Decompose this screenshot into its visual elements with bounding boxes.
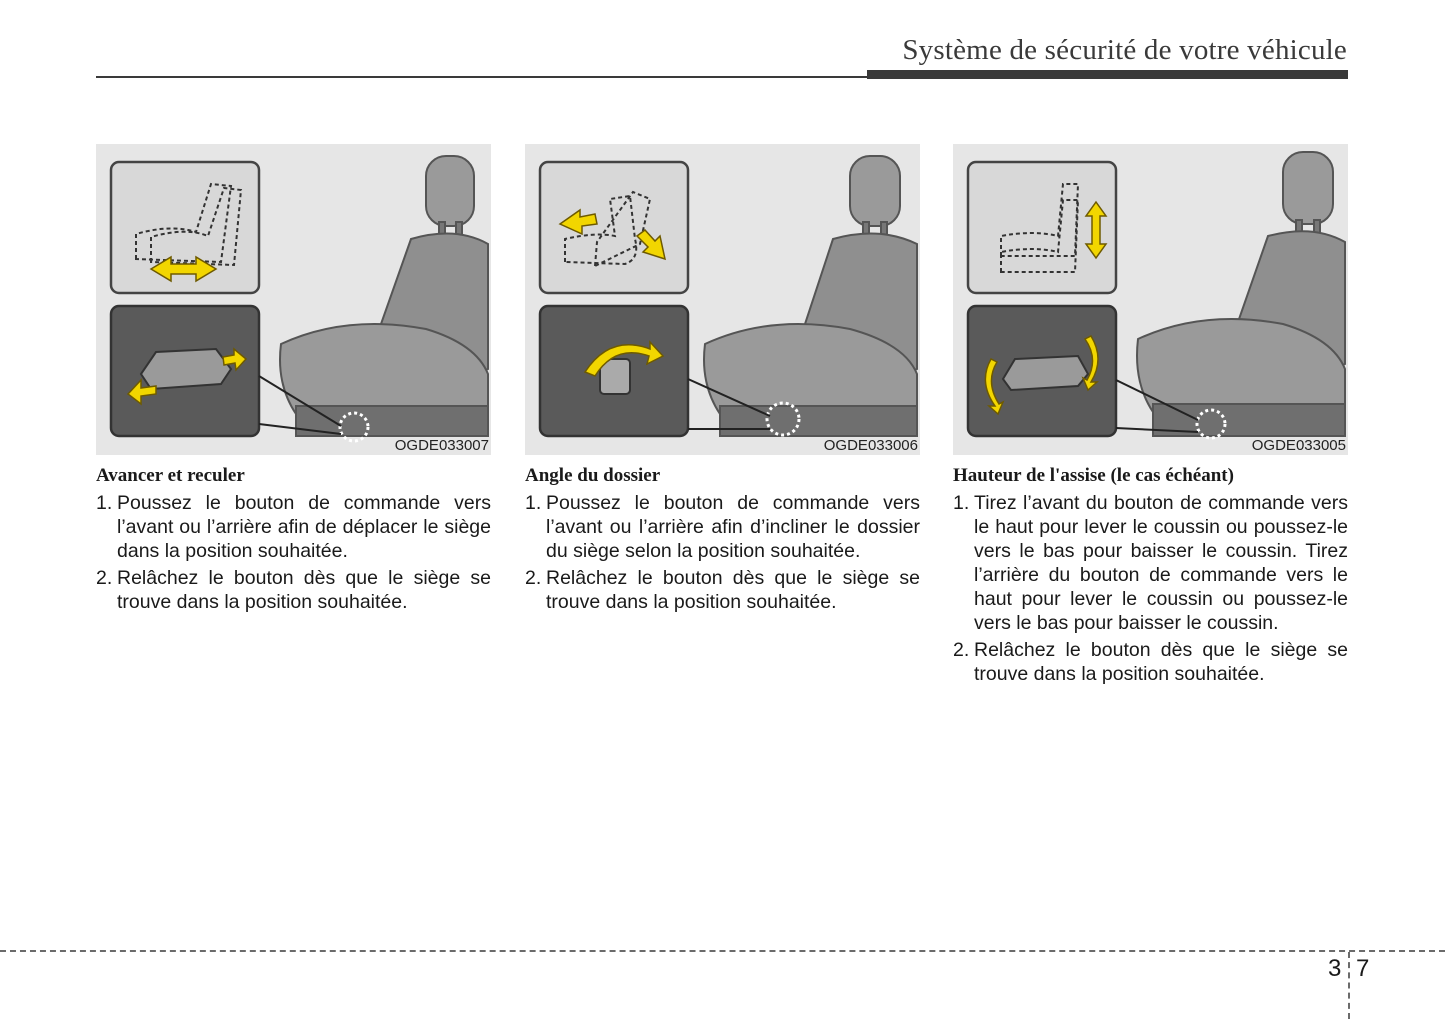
page-number-separator [1348, 952, 1350, 1019]
step-item [953, 491, 1348, 635]
section-backrest-angle [525, 144, 920, 617]
step-number: 1. [525, 492, 542, 514]
step-text: Relâchez le bouton dès que le siège se trouve dans la position souhaitée. [974, 639, 1348, 685]
step-text: Poussez le bouton de commande vers l’avant ou l’arrière afin d’incliner le dossier du siège selon la position souhaitée. [546, 492, 920, 562]
step-list [96, 491, 491, 614]
step-list [953, 491, 1348, 686]
seat-slide-icon [96, 144, 491, 455]
step-number: 1. [953, 492, 970, 514]
section-title: Angle du dossier [525, 465, 661, 486]
step-number: 1. [96, 492, 113, 514]
step-item [96, 491, 491, 563]
page-number: 7 [1356, 955, 1370, 982]
figure-code: OGDE033005 [1251, 437, 1346, 454]
step-text: Poussez le bouton de commande vers l’avant ou l’arrière afin de déplacer le siège dans la position souhaitée. [117, 492, 491, 562]
seat-recline-icon [525, 144, 920, 455]
step-number: 2. [953, 639, 970, 661]
page-header-title: Système de sécurité de votre véhicule [902, 34, 1347, 66]
step-text: Tirez l’avant du bouton de commande vers le haut pour lever le coussin ou poussez-le vers le bas pour baisser le coussin. Tirez l’arrière du bouton de commande vers le haut pour lever le coussin ou poussez-le vers le bas pour baisser le coussin. [974, 492, 1348, 634]
step-text: Relâchez le bouton dès que le siège se trouve dans la position souhaitée. [546, 567, 920, 613]
figure-seat-slide [96, 144, 491, 455]
step-number: 2. [96, 567, 113, 589]
step-item [525, 566, 920, 614]
step-item [953, 638, 1348, 686]
step-item [525, 491, 920, 563]
step-number: 2. [525, 567, 542, 589]
header-rule-thick [867, 70, 1348, 79]
figure-seat-height [953, 144, 1348, 455]
step-text: Relâchez le bouton dès que le siège se trouve dans la position souhaitée. [117, 567, 491, 613]
step-list [525, 491, 920, 614]
section-title: Hauteur de l'assise (le cas échéant) [953, 465, 1234, 486]
section-title: Avancer et reculer [96, 465, 245, 486]
chapter-number: 3 [1328, 955, 1342, 982]
section-seat-height [953, 144, 1348, 689]
header-rule-thin [96, 76, 867, 78]
figure-code: OGDE033007 [394, 437, 489, 454]
figure-backrest-angle [525, 144, 920, 455]
step-item [96, 566, 491, 614]
section-seat-slide [96, 144, 491, 617]
seat-height-icon [953, 144, 1348, 455]
figure-code: OGDE033006 [823, 437, 918, 454]
footer-dashed-rule [0, 950, 1445, 952]
